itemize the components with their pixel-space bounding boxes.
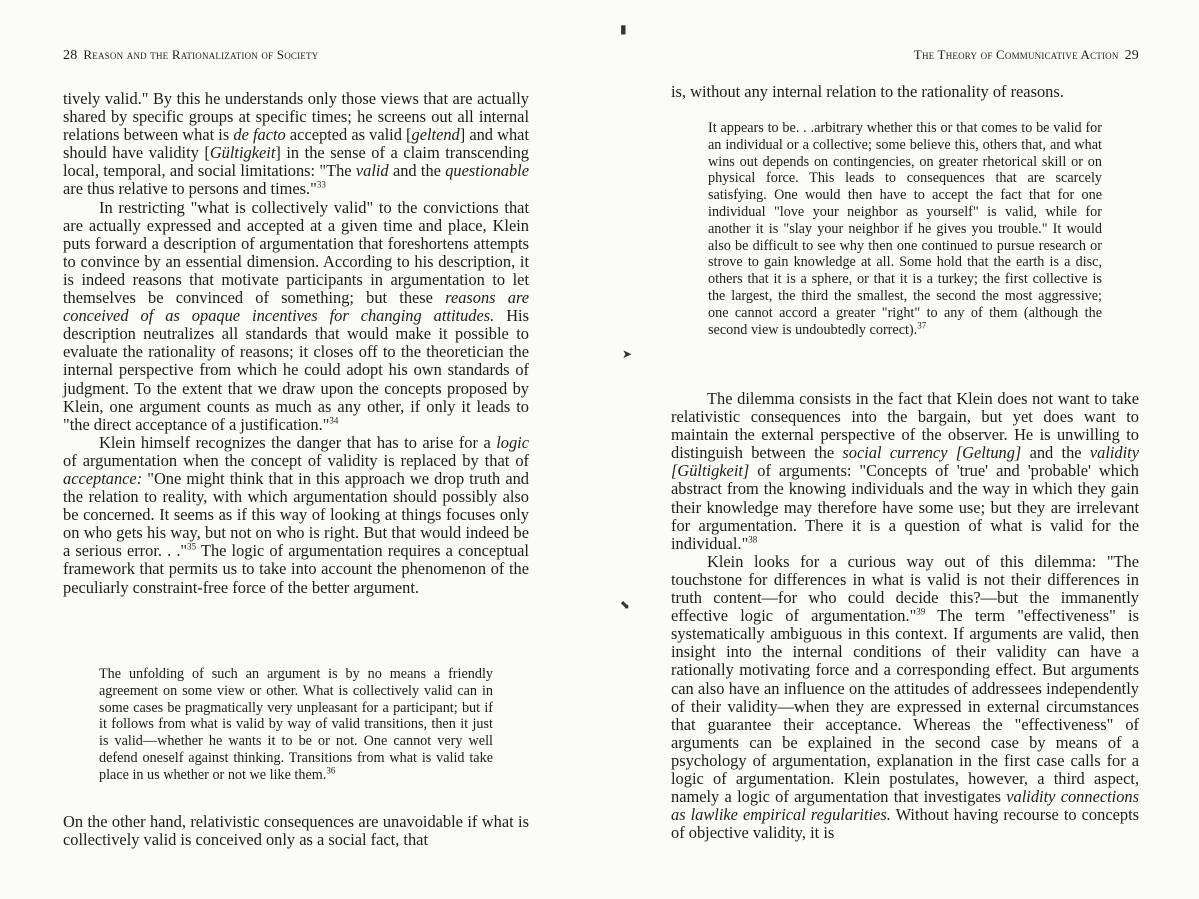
- right-paragraph-2: The dilemma consists in the fact that Klein does not want to take relativistic consequences into the bargain, but yet does want to maintain the external perspective of the observer. He is unwilling to distinguish between the social currency [Geltung] and the validity [Gültigkeit] of arguments: "Concepts of 'true' and 'probable' which abstract from the knowing individuals and the way in which they gain their knowledge may therefore have some use; but they are irrelevant for argumentation. There it is a question of what is valid for the individual."$^{38}$: [671, 389, 1139, 553]
- left-body-text: [63, 90, 529, 597]
- footnote-ref-33: 33: [316, 180, 326, 190]
- footnote-ref-34: 34: [329, 415, 339, 426]
- right-running-head: [908, 47, 1139, 64]
- left-running-title: Reason and the Rationalization of Society: [83, 47, 319, 62]
- footnote-ref-38: 38: [748, 534, 758, 545]
- right-running-title: The Theory of Communicative Action: [913, 47, 1119, 62]
- left-paragraph-4: On the other hand, relativistic consequences are unavoidable if what is collectively valid is conceived only as a social fact, that: [63, 812, 529, 850]
- gutter-mark: ➤: [622, 347, 633, 361]
- left-paragraph-1: tively valid." By this he understands only those views that are actually shared by specific groups at specific times; he screens out all internal relations between what is de facto accepted as valid [geltend] and what should have validity [Gültigkeit] in the sense of a claim transcending local, temporal, and social limitations: "The valid and the questionable are thus relative to persons and times."$^{33}$: [63, 89, 530, 199]
- left-running-head: [63, 47, 324, 64]
- footnote-ref-39: 39: [916, 606, 926, 617]
- left-page-number: 28: [63, 48, 78, 63]
- left-paragraph-2: In restricting "what is collectively valid" to the convictions that are actually expressed and accepted at a given time and place, Klein puts forward a description of argumentation that foreshortens attempts to convince by an essential dimension. According to his description, it is indeed reasons that motivate participants in argumentation to let themselves be convinced of something; but these reasons are conceived of as opaque incentives for changing attitudes. His description neutralizes all standards that would make it possible to evaluate the rationality of reasons; it closes off to the theoretician the internal perspective from which he could adopt his own standards of judgment. To the extent that we draw upon the concepts proposed by Klein, one argument counts as much as any other, if only it leads to "the direct acceptance of a justification."$^{34}$: [63, 197, 529, 434]
- gutter-mark: ⬊: [620, 598, 631, 612]
- left-paragraph-3: Klein himself recognizes the danger that has to arise for a logic of argumentation when the concept of validity is replaced by that of acceptance: "One might think that in this approach we drop truth and the relation to reality, with which argumentation should possibly also be concerned. It seems as if this way of looking at things focuses only on who gets his way, but not on who is right. But that would indeed be a serious error. . ."$^{35}$ The logic of argumentation requires a conceptual framework that permits us to take into account the phenomenon of the peculiarly constraint-free force of the better argument.: [63, 432, 529, 597]
- right-body-text: [671, 390, 1139, 842]
- footnote-ref-35: 35: [187, 541, 197, 552]
- right-paragraph-3: Klein looks for a curious way out of this dilemma: "The touchstone for differences in what is valid is not their differences in truth content—for who could decide this?—but the immanently effective logic of argumentation."$^{39}$ The term "effectiveness" is systematically ambiguous in this context. If arguments are valid, then insight into the internal conditions of their validity can have a rationally motivating force and a corresponding effect. But arguments can also have an influence on the attitudes of addressees independently of their validity—when they are expressed in external circumstances that guarantee their acceptance. Whereas the "effectiveness" of arguments can be explained in the second case by means of a psychology of argumentation, explanation in the first case calls for a logic of argumentation. Klein postulates, however, a third aspect, namely a logic of argumentation that investigates validity connections as lawlike empirical regularities. Without having recourse to concepts of objective validity, it is: [671, 551, 1140, 843]
- right-paragraph-1: is, without any internal relation to the rationality of reasons.: [671, 82, 1064, 101]
- right-block-quote: It appears to be. . .arbitrary whether this or that comes to be valid for an individual or a collective; some believe this, others that, and what wins out depends on contingencies, on greater rhetorical skill or on physical force. This leads to consequences that are scarcely satisfying. One would then have to accept the fact that for one individual "love your neighbor as yourself" is valid, while for another it is "slay your neighbor if he gives you trouble." It would also be difficult to see why then one continued to pursue research or strove to gain knowledge at all. Some hold that the earth is a disc, others that it is a sphere, or that it is a turkey; the first collective is the largest, the third the smallest, the second the most aggressive; one cannot accord a greater "right" to any of them (although the second view is undoubtedly correct).$^{37}$: [708, 120, 1102, 338]
- left-block-quote: The unfolding of such an argument is by no means a friendly agreement on some view or other. What is collectively valid can in some cases be pragmatically very unpleasant for a participant; but if it follows from what is valid by way of valid transitions, then it just is valid—whether he wants it to be or not. One cannot very well defend oneself against thinking. Transitions from what is valid take place in us whether or not we like them.$^{36}$: [99, 666, 493, 783]
- right-page-number: 29: [1124, 48, 1139, 63]
- footnote-ref-36: 36: [326, 765, 336, 776]
- footnote-ref-37: 37: [917, 319, 927, 330]
- gutter-mark: ▮: [620, 22, 627, 36]
